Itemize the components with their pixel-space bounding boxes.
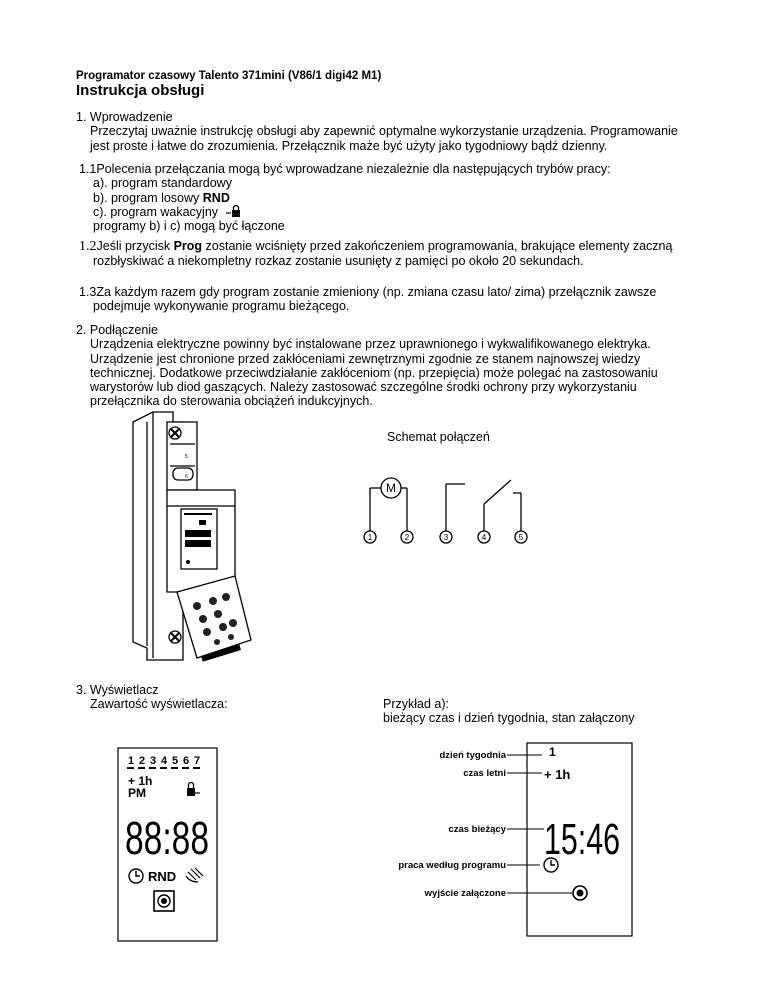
rnd-indicator: RND xyxy=(148,869,177,884)
dst-indicator: + 1h xyxy=(128,774,153,788)
paragraph-line: przełącznika do sterowania obciążeń indukcyjnych. xyxy=(90,394,373,409)
list-item: programy b) i c) mogą być łączone xyxy=(93,219,285,234)
list-item: a). program standardowy xyxy=(93,176,232,191)
terminal-label: 5 xyxy=(518,533,524,542)
label-program: praca według programu xyxy=(398,860,506,871)
paragraph-line: Polecenia przełączania mogą być wprowadzane niezależnie dla następujących trybów pracy: xyxy=(96,162,611,176)
label-output: wyjście załączone xyxy=(424,888,506,899)
section-connection xyxy=(76,323,658,409)
example-caption xyxy=(383,697,635,726)
lcd-full-display xyxy=(118,748,218,942)
document-title: Instrukcja obsługi xyxy=(76,82,205,99)
section-introduction xyxy=(76,110,678,153)
section-number: 1.3 xyxy=(79,285,97,299)
day-indicator: 6 xyxy=(183,755,190,767)
paragraph-line: jest proste i łatwe do zrozumienia. Przełącznik maże być użyty jako tygodniowy bądź dzienny. xyxy=(90,138,608,153)
pm-indicator: PM xyxy=(128,786,146,800)
dst-indicator: + 1h xyxy=(544,767,571,782)
list-item: c). program wakacyjny xyxy=(79,205,611,219)
section-1-1 xyxy=(79,162,611,233)
example-title: Przykład a): xyxy=(383,697,449,711)
paragraph-line: Urządzenie jest chronione przed zakłóceniami zewnętrznymi zgodnie ze stanem najnowszej wiedzy xyxy=(90,351,641,366)
day-indicator: 7 xyxy=(194,755,201,767)
time-digits: 88:88 xyxy=(125,812,209,864)
paragraph-line: rozbłyskiwać a niekompletny rozkaz zostanie usunięty z pamięci po około 20 sekundach. xyxy=(93,254,584,269)
day-indicator: 3 xyxy=(150,755,157,767)
label-day: dzień tygodnia xyxy=(439,750,506,761)
day-indicator: 5 xyxy=(172,755,179,767)
label-dst: czas letni xyxy=(463,768,506,779)
example-description: bieżący czas i dzień tygodnia, stan załączony xyxy=(383,711,635,726)
paragraph-line: warystorów lub diod gaszących. Należy zastosować szczególne środki ochrony przy wykorzystaniu xyxy=(90,380,637,395)
lcd-example-annotated xyxy=(372,742,634,938)
section-heading: 2. Podłączenie xyxy=(76,323,159,337)
day-indicator: 1 xyxy=(549,745,556,759)
section-number: 1.1 xyxy=(79,162,97,176)
paragraph-line: Przeczytaj uważnie instrukcję obsługi aby zapewnić optymalne wykorzystanie urządzenia. Programowanie xyxy=(90,124,678,139)
document-subtitle: Programator czasowy Talento 371mini (V86/1 digi42 M1) xyxy=(76,70,382,82)
list-item: b). program losowy RND xyxy=(93,190,230,205)
time-digits: 15:46 xyxy=(544,815,620,864)
terminal-label: 1 xyxy=(367,533,373,542)
paragraph-line: technicznej. Dodatkowe przeciwdziałanie zakłóceniom (np. przepięcia) może polegać na zastosowaniu xyxy=(90,365,658,380)
paragraph-line: Zawartość wyświetlacza: xyxy=(90,697,228,712)
motor-label: M xyxy=(386,481,396,495)
terminal-label: 4 xyxy=(481,533,487,542)
day-indicator: 4 xyxy=(161,755,168,767)
section-1-2: 1.2Jeśli przycisk Prog zostanie wciśnięty przed zakończeniem programowania, brakujące elementy zaczną rozbłyskiwać a niekompletny rozkaz zostanie usunięty z pamięci po około 20 sekundach. xyxy=(79,239,673,269)
terminal-label: 2 xyxy=(404,533,410,542)
section-number: 1.2 xyxy=(79,239,97,254)
section-heading: 1. Wprowadzenie xyxy=(76,110,173,124)
day-indicator: 1 xyxy=(128,755,135,767)
paragraph-line: podejmuje wykonywanie programu bieżącego. xyxy=(93,299,350,314)
timer-device-illustration xyxy=(125,410,265,672)
label-time: czas bieżący xyxy=(448,824,506,835)
section-display xyxy=(76,683,228,712)
day-indicator: 2 xyxy=(139,755,146,767)
wiring-schematic xyxy=(355,470,545,552)
schema-title: Schemat połączeń xyxy=(387,430,490,444)
paragraph-line: Urządzenia elektryczne powinny być instalowane przez uprawnionego i wykwalifikowanego elektryka. xyxy=(90,337,651,352)
section-heading: 3. Wyświetlacz xyxy=(76,683,159,697)
svg-text:5: 5 xyxy=(185,454,188,460)
svg-text:6: 6 xyxy=(185,474,188,480)
section-1-3: 1.3Za każdym razem gdy program zostanie zmieniony (np. zmiana czasu lato/ zima) przełącznik zawsze podejmuje wykonywanie programu bieżącego. xyxy=(79,285,657,314)
holiday-lock-icon xyxy=(226,205,242,217)
terminal-label: 3 xyxy=(443,533,449,542)
